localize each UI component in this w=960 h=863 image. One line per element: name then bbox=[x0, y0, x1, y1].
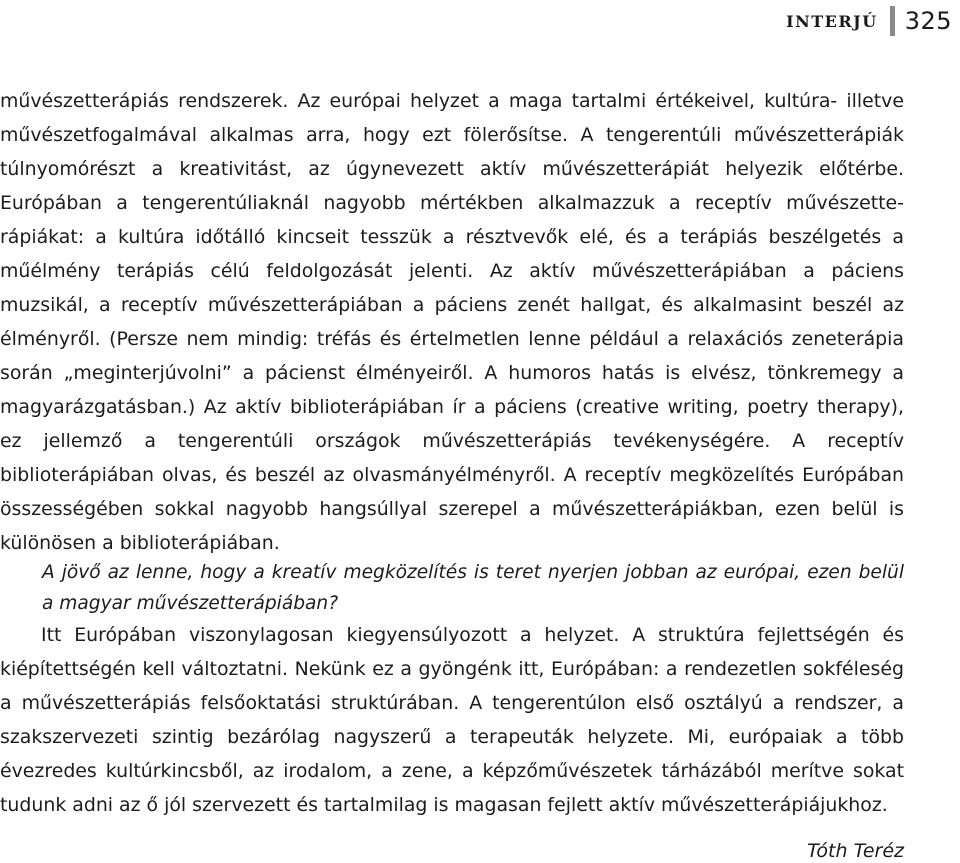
section-label: INTERJÚ bbox=[786, 11, 878, 31]
page-number: 325 bbox=[904, 7, 952, 35]
running-head bbox=[786, 6, 952, 36]
author-signature: Tóth Teréz bbox=[807, 840, 904, 862]
interview-question: A jövő az lenne, hogy a kreatív megközelítés is teret nyerjen jobban az európai, ezen belül a magyar művészetterápiában? bbox=[42, 562, 904, 614]
header-divider bbox=[890, 6, 895, 36]
body-paragraph-continuation: művészetterápiás rendszerek. Az európai helyzet a maga tartalmi értékeivel, kultúra- illetve művészetfogalmával alkalmas arra, hogy ezt fölerősítse. A tengerentúli művészetterápiák túlnyomórészt a kreativitást, az úgynevezett aktív művészetterápiát helyezik előtérbe. Európában a tengerentúliaknál nagyobb mértékben alkalmazzuk a receptív művészetterápiákat: a kultúra időtálló kincseit tesszük a résztvevők elé, és a terápiás beszélgetés a műélmény terápiás célú feldolgozását jelenti. Az aktív művészetterápiában a páciens muzsikál, a receptív művészetterápiában a páciens zenét hallgat, és alkalmasint beszél az élményről. (Persze nem mindig: tréfás és értelmetlen lenne például a relaxációs zeneterápia során „meginterjúvolni” a pácienst élményeiről. A humoros hatás is elvész, tönkremegy a magyarázgatásban.) Az aktív biblioterápiában ír a páciens (creative writing, poetry therapy), ez jellemző a tengerentúli országok művészetterápiás tevékenységére. A receptív biblioterápiában olvas, és beszél az olvasmányélményről. A receptív megközelítés Európában összességében sokkal nagyobb hangsúllyal szerepel a művészetterápiákban, ezen belül is különösen a biblioterápiában. bbox=[0, 90, 904, 554]
interview-answer: Itt Európában viszonylagosan kiegyensúlyozott a helyzet. A struktúra fejlettségén és kiépítettségén kell változtatni. Nekünk ez a gyöngénk itt, Európában: a rendezetlen sokféleség a művészetterápiás felsőoktatási struktúrában. A tengerentúlon első osztályú a rendszer, a szakszervezeti szintig bezárólag nagyszerű a terapeuták helyzete. Mi, európaiak a több évezredes kultúrkincsből, az irodalom, a zene, a képzőművészetek tárházából merítve sokat tudunk adni az ő jól szervezett és tartalmilag is magasan fejlett aktív művészetterápiájukhoz. bbox=[0, 624, 904, 816]
